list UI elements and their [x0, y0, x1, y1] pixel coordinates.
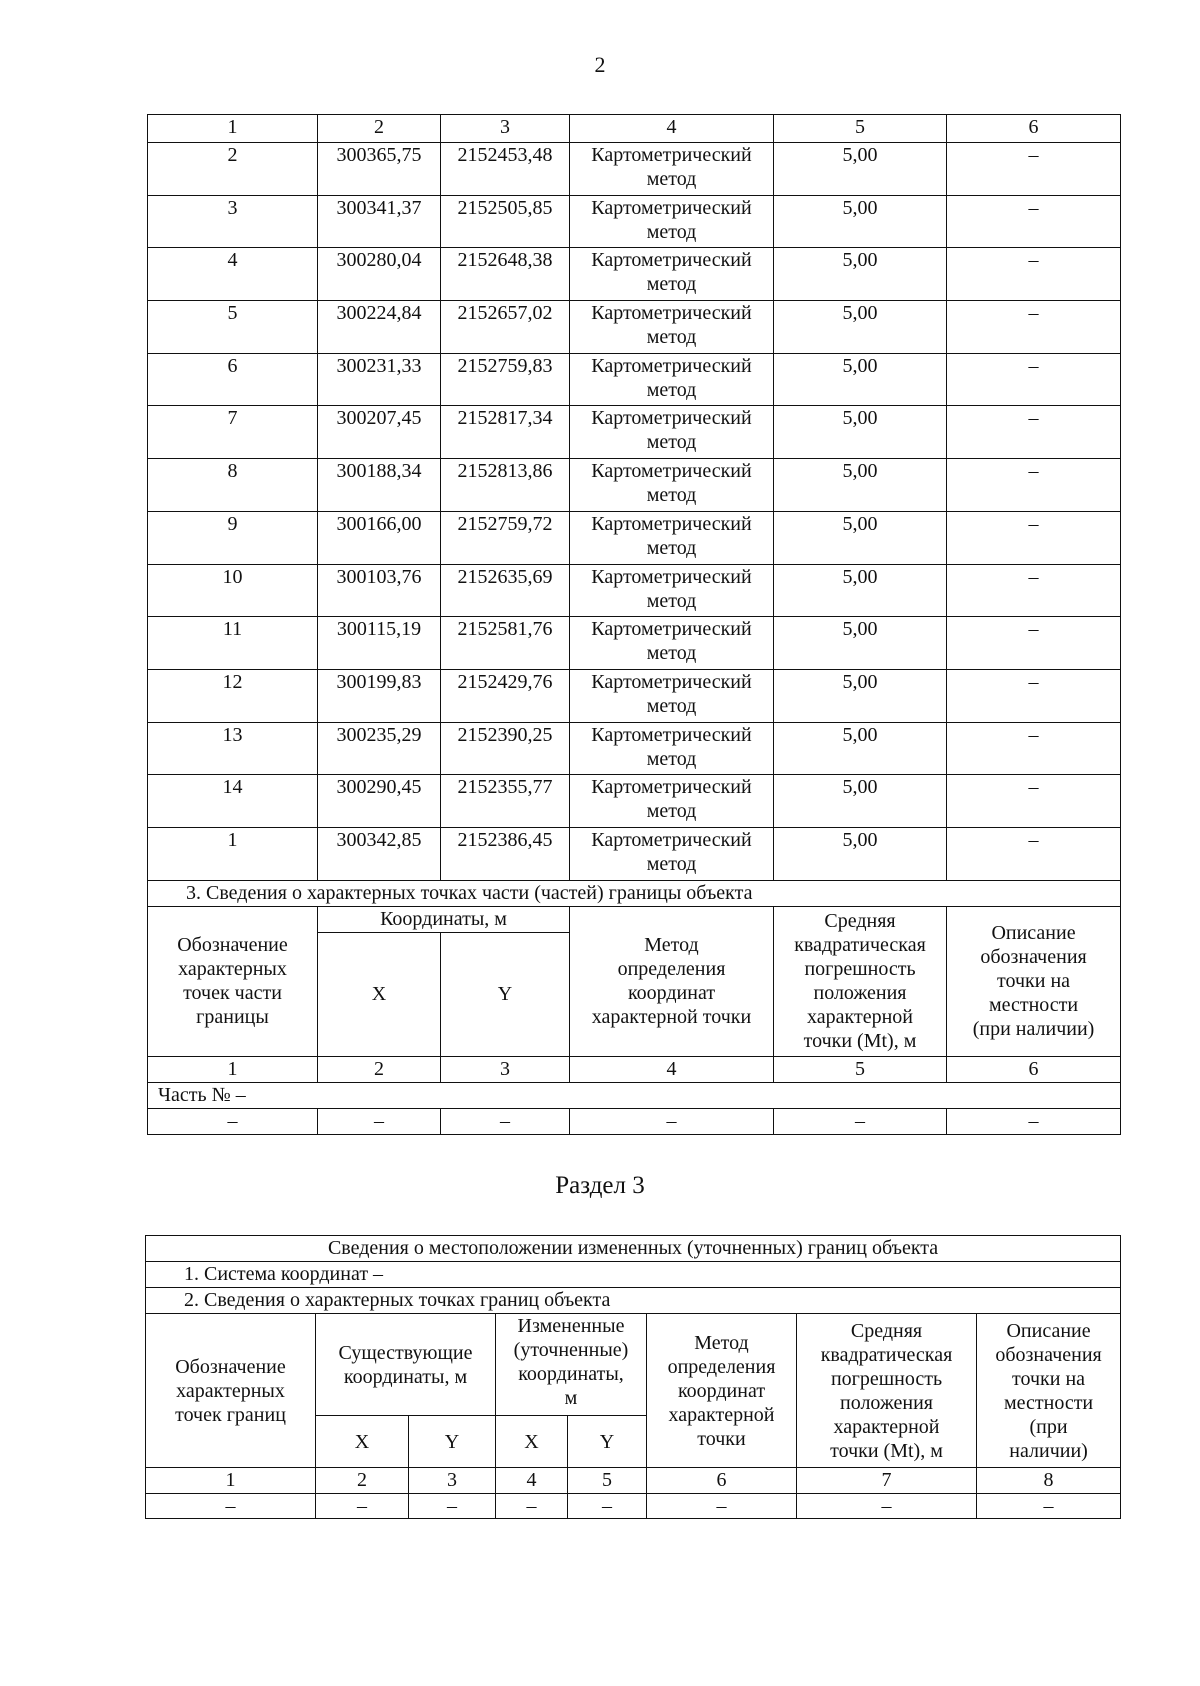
x-coordinate: 300341,37	[318, 195, 441, 248]
part-section-title: 3. Сведения о характерных точках части (частей) границы объекта	[148, 880, 1121, 906]
mt-value: 5,00	[774, 406, 947, 459]
x-coordinate: 300115,19	[318, 617, 441, 670]
points-section-title: 2. Сведения о характерных точках границ объекта	[146, 1288, 1121, 1314]
x-coordinate: 300365,75	[318, 143, 441, 196]
y-coordinate: 2152648,38	[441, 248, 570, 301]
table-row	[148, 459, 1121, 512]
description: –	[947, 248, 1121, 301]
x-coordinate: 300280,04	[318, 248, 441, 301]
point-number: 2	[148, 143, 318, 196]
point-number: 10	[148, 564, 318, 617]
description: –	[947, 143, 1121, 196]
column-number: 2	[318, 115, 441, 143]
y-coordinate: 2152390,25	[441, 722, 570, 775]
x-header: X	[318, 932, 441, 1056]
point-number: 6	[148, 353, 318, 406]
column-number: 8	[977, 1468, 1121, 1494]
mt-value: 5,00	[774, 775, 947, 828]
point-number: 8	[148, 459, 318, 512]
section-heading: Раздел 3	[555, 1172, 645, 1199]
column-number: 4	[570, 1056, 774, 1082]
table-cell: –	[148, 1108, 318, 1134]
column-number: 4	[496, 1468, 568, 1494]
column-number-row	[146, 1468, 1121, 1494]
y-coordinate: 2152429,76	[441, 669, 570, 722]
method: Картометрический метод	[570, 195, 774, 248]
x-coordinate: 300342,85	[318, 827, 441, 880]
column-number: 5	[568, 1468, 647, 1494]
method: Картометрический метод	[570, 564, 774, 617]
table-cell: –	[797, 1494, 977, 1519]
table-row	[148, 722, 1121, 775]
part-label: Часть № –	[148, 1082, 1121, 1108]
column-number: 2	[316, 1468, 409, 1494]
y-coordinate: 2152386,45	[441, 827, 570, 880]
point-number: 3	[148, 195, 318, 248]
point-number: 1	[148, 827, 318, 880]
mt-value: 5,00	[774, 827, 947, 880]
x-coordinate: 300231,33	[318, 353, 441, 406]
method: Картометрический метод	[570, 248, 774, 301]
mt-value: 5,00	[774, 459, 947, 512]
y-coordinate: 2152759,83	[441, 353, 570, 406]
table-cell: –	[647, 1494, 797, 1519]
column-number: 3	[409, 1468, 496, 1494]
description: –	[947, 459, 1121, 512]
description: –	[947, 669, 1121, 722]
method: Картометрический метод	[570, 353, 774, 406]
mt-value: 5,00	[774, 722, 947, 775]
column-number: 5	[774, 1056, 947, 1082]
column-number-row	[148, 115, 1121, 143]
description: –	[947, 406, 1121, 459]
mt-header: Средняя квадратическая погрешность положения характерной точки (Mt), м	[797, 1314, 977, 1468]
y-coordinate: 2152759,72	[441, 511, 570, 564]
method: Картометрический метод	[570, 722, 774, 775]
description: –	[947, 617, 1121, 670]
method: Картометрический метод	[570, 775, 774, 828]
table-cell: –	[947, 1108, 1121, 1134]
coordinate-system: 1. Система координат –	[146, 1262, 1121, 1288]
changed-y-header: Y	[568, 1416, 647, 1468]
x-coordinate: 300235,29	[318, 722, 441, 775]
x-coordinate: 300199,83	[318, 669, 441, 722]
table-row	[148, 775, 1121, 828]
table-cell: –	[441, 1108, 570, 1134]
mt-value: 5,00	[774, 564, 947, 617]
column-number: 6	[947, 115, 1121, 143]
mt-value: 5,00	[774, 353, 947, 406]
column-number: 3	[441, 115, 570, 143]
x-coordinate: 300290,45	[318, 775, 441, 828]
column-number: 5	[774, 115, 947, 143]
method: Картометрический метод	[570, 459, 774, 512]
mt-value: 5,00	[774, 617, 947, 670]
boundary-points-table	[147, 114, 1121, 881]
y-coordinate: 2152817,34	[441, 406, 570, 459]
column-number: 6	[647, 1468, 797, 1494]
x-coordinate: 300207,45	[318, 406, 441, 459]
page-number: 2	[594, 52, 606, 77]
table-cell: –	[409, 1494, 496, 1519]
mt-value: 5,00	[774, 143, 947, 196]
column-number: 4	[570, 115, 774, 143]
y-coordinate: 2152813,86	[441, 459, 570, 512]
description: –	[947, 353, 1121, 406]
table-row	[148, 195, 1121, 248]
method-header: Метод определения координат характерной точки	[570, 906, 774, 1056]
column-number: 2	[318, 1056, 441, 1082]
table-title: Сведения о местоположении измененных (уточненных) границ объекта	[146, 1236, 1121, 1262]
table-cell: –	[977, 1494, 1121, 1519]
changed-x-header: X	[496, 1416, 568, 1468]
table-row	[148, 353, 1121, 406]
y-coordinate: 2152505,85	[441, 195, 570, 248]
description: –	[947, 722, 1121, 775]
point-number: 12	[148, 669, 318, 722]
existing-coordinates-header: Существующие координаты, м	[316, 1314, 496, 1416]
table-cell: –	[570, 1108, 774, 1134]
changed-coordinates-header: Измененные (уточненные) координаты, м	[496, 1314, 647, 1416]
table-cell: –	[774, 1108, 947, 1134]
method: Картометрический метод	[570, 406, 774, 459]
description-header: Описание обозначения точки на местности (при наличии)	[947, 906, 1121, 1056]
table-row	[148, 511, 1121, 564]
mt-value: 5,00	[774, 669, 947, 722]
column-number: 3	[441, 1056, 570, 1082]
mt-value: 5,00	[774, 195, 947, 248]
column-number: 1	[146, 1468, 316, 1494]
table-cell: –	[146, 1494, 316, 1519]
part-points-table	[147, 880, 1121, 1135]
description: –	[947, 195, 1121, 248]
table-row	[148, 248, 1121, 301]
mt-header: Средняя квадратическая погрешность положения характерной точки (Mt), м	[774, 906, 947, 1056]
y-coordinate: 2152581,76	[441, 617, 570, 670]
coordinates-header: Координаты, м	[318, 906, 570, 932]
description-header: Описание обозначения точки на местности (при наличии)	[977, 1314, 1121, 1468]
table-cell: –	[318, 1108, 441, 1134]
method: Картометрический метод	[570, 511, 774, 564]
x-coordinate: 300103,76	[318, 564, 441, 617]
column-number: 1	[148, 115, 318, 143]
table-row	[148, 564, 1121, 617]
table-row	[148, 617, 1121, 670]
point-number: 11	[148, 617, 318, 670]
table-row	[148, 669, 1121, 722]
description: –	[947, 301, 1121, 354]
x-coordinate: 300224,84	[318, 301, 441, 354]
method: Картометрический метод	[570, 827, 774, 880]
designation-header: Обозначение характерных точек части границы	[148, 906, 318, 1056]
table-cell: –	[316, 1494, 409, 1519]
column-number: 6	[947, 1056, 1121, 1082]
changed-boundaries-table	[145, 1235, 1121, 1519]
column-number: 1	[148, 1056, 318, 1082]
column-number: 7	[797, 1468, 977, 1494]
mt-value: 5,00	[774, 248, 947, 301]
column-number-row	[148, 1056, 1121, 1082]
point-number: 9	[148, 511, 318, 564]
table-cell: –	[496, 1494, 568, 1519]
y-coordinate: 2152355,77	[441, 775, 570, 828]
x-coordinate: 300188,34	[318, 459, 441, 512]
mt-value: 5,00	[774, 511, 947, 564]
description: –	[947, 564, 1121, 617]
existing-x-header: X	[316, 1416, 409, 1468]
y-coordinate: 2152657,02	[441, 301, 570, 354]
table-row	[148, 406, 1121, 459]
mt-value: 5,00	[774, 301, 947, 354]
y-header: Y	[441, 932, 570, 1056]
method: Картометрический метод	[570, 669, 774, 722]
point-number: 13	[148, 722, 318, 775]
table-row	[148, 301, 1121, 354]
description: –	[947, 827, 1121, 880]
description: –	[947, 775, 1121, 828]
table-cell: –	[568, 1494, 647, 1519]
designation-header: Обозначение характерных точек границ	[146, 1314, 316, 1468]
x-coordinate: 300166,00	[318, 511, 441, 564]
method: Картометрический метод	[570, 301, 774, 354]
point-number: 5	[148, 301, 318, 354]
table-row	[146, 1494, 1121, 1519]
method: Картометрический метод	[570, 143, 774, 196]
description: –	[947, 511, 1121, 564]
method: Картометрический метод	[570, 617, 774, 670]
table-row	[148, 143, 1121, 196]
table-row	[148, 1108, 1121, 1134]
point-number: 14	[148, 775, 318, 828]
table-row	[148, 827, 1121, 880]
y-coordinate: 2152635,69	[441, 564, 570, 617]
y-coordinate: 2152453,48	[441, 143, 570, 196]
existing-y-header: Y	[409, 1416, 496, 1468]
point-number: 7	[148, 406, 318, 459]
point-number: 4	[148, 248, 318, 301]
method-header: Метод определения координат характерной точки	[647, 1314, 797, 1468]
